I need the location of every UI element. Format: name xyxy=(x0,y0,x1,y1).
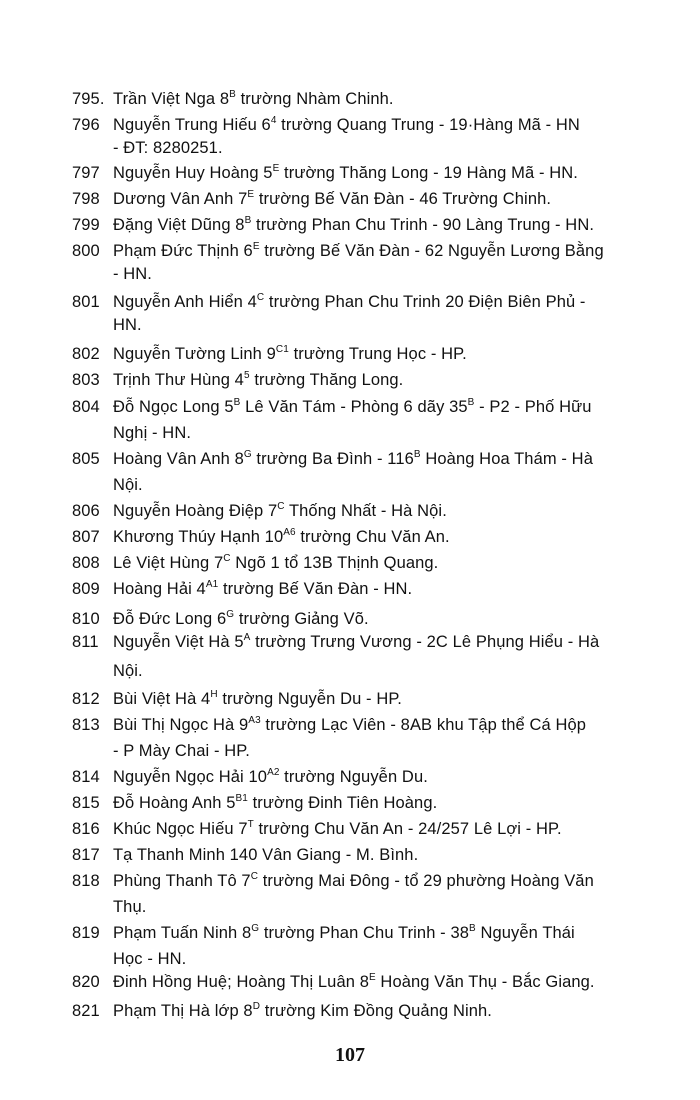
class-superscript: B xyxy=(229,89,236,100)
class-superscript: B xyxy=(233,397,241,408)
item-text: Đinh Hồng Huệ; Hoàng Thị Luân $8^E$ Hoàng Văn Thụ - Bắc Giang. xyxy=(113,972,595,991)
class-superscript: E xyxy=(368,972,376,983)
item-number: 817 xyxy=(72,846,100,864)
item-text: Nguyễn Tường Linh $9^{C1}$ trường Trung Học - HP. xyxy=(113,344,467,363)
class-superscript: A2 xyxy=(267,767,280,778)
item-text: Đặng Việt Dũng $8^B$ trường Phan Chu Trinh - 90 Làng Trung - HN. xyxy=(113,215,595,234)
class-superscript: B1 xyxy=(235,793,248,804)
item-text: Lê Việt Hùng $7^C$ Ngõ 1 tổ 13B Thịnh Quang. xyxy=(113,553,439,572)
item-number: 819 xyxy=(72,924,100,942)
item-text: - HN. xyxy=(113,265,152,283)
item-text: Nội. xyxy=(113,662,143,680)
item-number: 800 xyxy=(72,242,100,260)
class-superscript: A1 xyxy=(205,579,219,590)
class-superscript: B xyxy=(244,215,252,226)
item-text: Thụ. xyxy=(113,898,147,916)
item-number: 810 xyxy=(72,610,100,628)
item-number: 806 xyxy=(72,502,100,520)
item-number: 818 xyxy=(72,872,100,890)
class-superscript: G xyxy=(226,609,235,620)
item-text: Nguyễn Ngọc Hải $10^{A2}$ trường Nguyễn Du. xyxy=(113,767,428,786)
item-text: Nguyễn Anh Hiển $4^C$ trường Phan Chu Trinh 20 Điện Biên Phủ - xyxy=(113,292,586,311)
item-text: Dương Vân Anh $7^E$ trường Bế Văn Đàn - 46 Trường Chinh. xyxy=(113,189,552,208)
class-superscript: C xyxy=(223,553,231,564)
item-number: 809 xyxy=(72,580,100,598)
item-text: Hoàng Hải $4^{A1}$ trường Bế Văn Đàn - HN. xyxy=(113,579,413,598)
item-text: Nguyễn Huy Hoàng $5^E$ trường Thăng Long - 19 Hàng Mã - HN. xyxy=(113,163,578,182)
item-text: Nguyễn Trung Hiếu $6^4$ trường Quang Trung - 19·Hàng Mã - HN xyxy=(113,115,580,134)
item-text: Nội. xyxy=(113,476,143,494)
item-text: Trần Việt Nga $8^B$ trường Nhàm Chinh. xyxy=(113,89,394,108)
item-text: Phạm Thị Hà lớp $8^D$ trường Kim Đồng Quảng Ninh. xyxy=(113,1001,492,1020)
class-superscript: A3 xyxy=(248,715,261,726)
item-number: 815 xyxy=(72,794,100,812)
item-text: Đỗ Đức Long $6^G$ trường Giảng Võ. xyxy=(113,609,369,628)
address-superscript: B xyxy=(469,923,476,934)
item-number: 813 xyxy=(72,716,100,734)
item-text: Trịnh Thư Hùng $4^5$ trường Thăng Long. xyxy=(113,370,404,389)
class-superscript: C xyxy=(277,501,285,512)
item-text: Phùng Thanh Tô $7^C$ trường Mai Đông - tổ 29 phường Hoàng Văn xyxy=(113,871,594,890)
item-text: Phạm Tuấn Ninh $8^G$ trường Phan Chu Trinh - $38^B$ Nguyễn Thái xyxy=(113,923,575,942)
class-superscript: E xyxy=(247,189,255,200)
item-number: 808 xyxy=(72,554,100,572)
item-text: - P Mày Chai - HP. xyxy=(113,742,250,760)
item-text: HN. xyxy=(113,316,142,334)
item-text: - ĐT: 8280251. xyxy=(113,139,223,157)
class-superscript: C xyxy=(250,871,259,882)
item-number: 807 xyxy=(72,528,100,546)
class-superscript: T xyxy=(247,819,254,830)
item-number: 796 xyxy=(72,116,100,134)
class-superscript: A6 xyxy=(283,527,296,538)
class-superscript: D xyxy=(252,1001,261,1012)
item-text: Bùi Việt Hà $4^H$ trường Nguyễn Du - HP. xyxy=(113,689,402,708)
class-superscript: 5 xyxy=(243,370,250,381)
item-text: Bùi Thị Ngọc Hà $9^{A3}$ trường Lạc Viên - 8AB khu Tập thể Cá Hộp xyxy=(113,715,587,734)
item-number: 811 xyxy=(72,633,99,651)
item-number: 801 xyxy=(72,293,100,311)
item-number: 814 xyxy=(72,768,100,786)
item-text: Nguyễn Việt Hà $5^A$ trường Trưng Vương - 2C Lê Phụng Hiểu - Hà xyxy=(113,632,600,651)
item-number: 795. xyxy=(72,90,105,108)
item-number: 802 xyxy=(72,345,100,363)
page-number: 107 xyxy=(335,1044,365,1066)
item-text: Khúc Ngọc Hiếu $7^T$ trường Chu Văn An - 24/257 Lê Lợi - HP. xyxy=(113,819,562,838)
item-text: Đỗ Ngọc Long $5^B$ Lê Văn Tám - Phòng 6 dãy $35^B - P2$ - Phố Hữu xyxy=(113,397,592,416)
item-number: 812 xyxy=(72,690,100,708)
address-superscript: B xyxy=(467,397,475,408)
class-superscript: C xyxy=(256,292,265,303)
class-superscript: 4 xyxy=(270,115,277,126)
item-number: 799 xyxy=(72,216,100,234)
class-superscript: E xyxy=(272,163,280,174)
item-text: Học - HN. xyxy=(113,950,187,968)
class-superscript: A xyxy=(243,632,251,643)
item-text: Nghị - HN. xyxy=(113,424,192,442)
item-number: 803 xyxy=(72,371,100,389)
item-text: Nguyễn Hoàng Điệp $7^C$ Thống Nhất - Hà Nội. xyxy=(113,501,447,520)
class-superscript: C1 xyxy=(275,344,289,355)
item-number: 797 xyxy=(72,164,100,182)
item-number: 821 xyxy=(72,1002,100,1020)
item-number: 798 xyxy=(72,190,100,208)
address-superscript: B xyxy=(413,449,421,460)
item-text: Tạ Thanh Minh 140 Vân Giang - M. Bình. xyxy=(113,846,419,864)
item-number: 820 xyxy=(72,973,100,991)
item-text: Hoàng Vân Anh $8^G$ trường Ba Đình - $116^B$ Hoàng Hoa Thám - Hà xyxy=(113,449,593,468)
item-number: 804 xyxy=(72,398,100,416)
item-number: 805 xyxy=(72,450,100,468)
item-text: Khương Thúy Hạnh $10^{A6}$ trường Chu Văn An. xyxy=(113,527,450,546)
class-superscript: G xyxy=(243,449,252,460)
item-number: 816 xyxy=(72,820,100,838)
item-text: Phạm Đức Thịnh $6^E$ trường Bế Văn Đàn - 62 Nguyễn Lương Bằng xyxy=(113,241,604,260)
class-superscript: E xyxy=(252,241,260,252)
item-text: Đỗ Hoàng Anh $5^{B1}$ trường Đinh Tiên Hoàng. xyxy=(113,793,438,812)
class-superscript: G xyxy=(251,923,260,934)
class-superscript: H xyxy=(210,689,218,700)
